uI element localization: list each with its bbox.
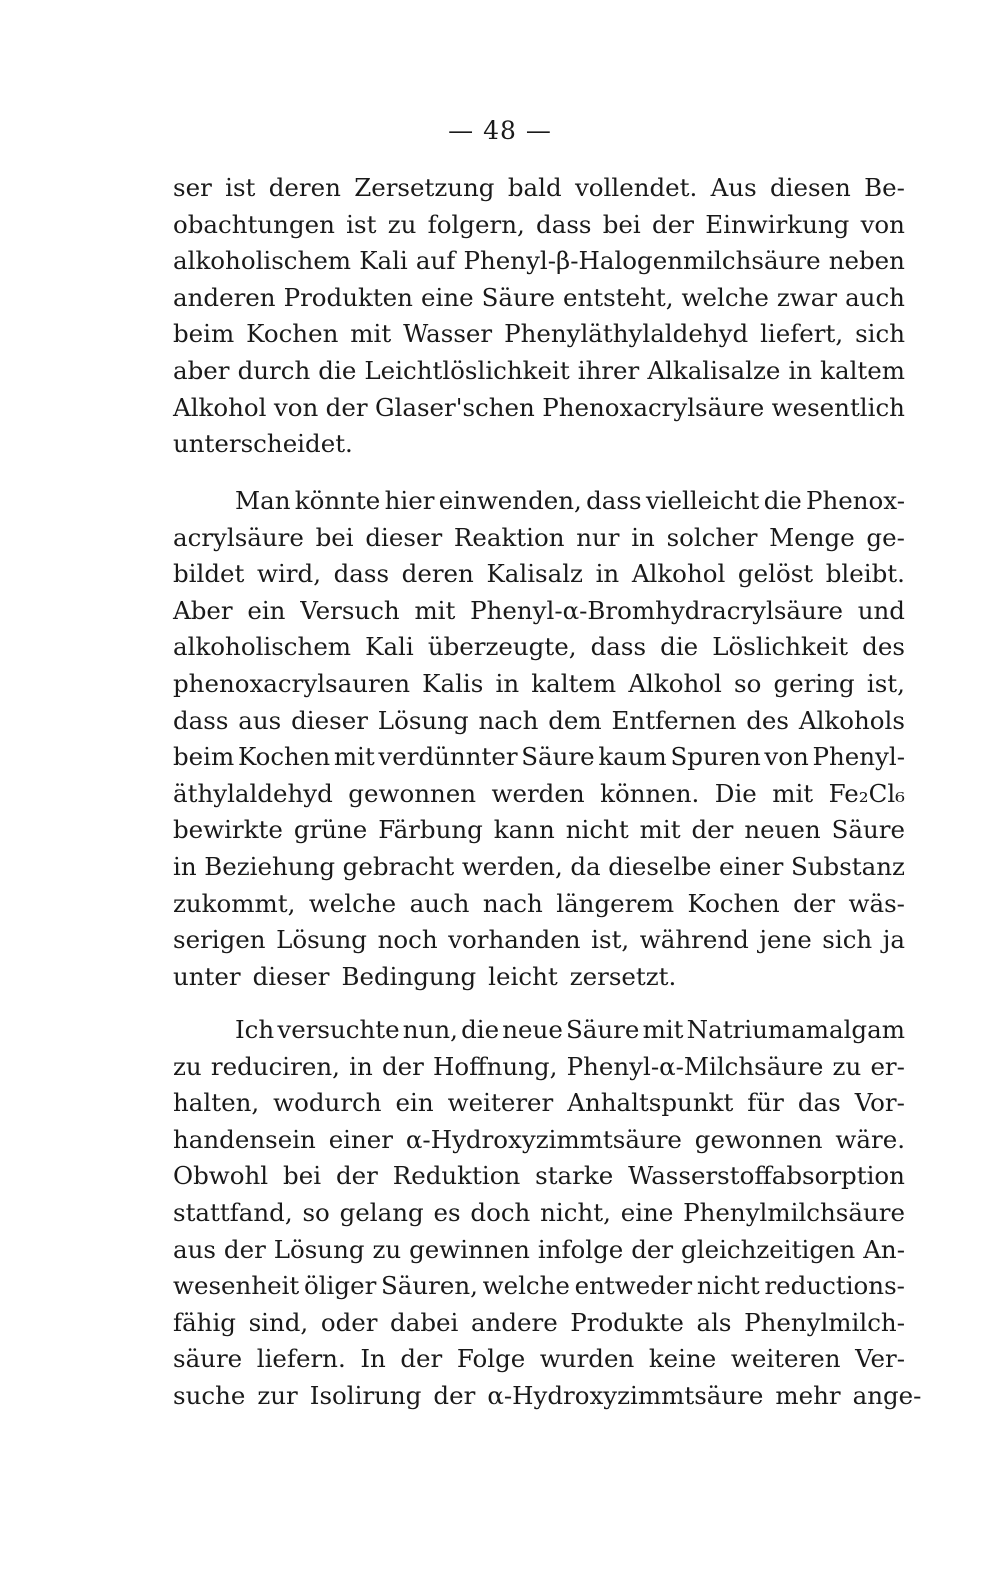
text-line: aus der Lösung zu gewinnen infolge der gleichzeitigen An- bbox=[173, 1234, 905, 1264]
text-line: Alkohol von der Glaser'schen Phenoxacrylsäure wesentlich bbox=[173, 392, 905, 422]
paragraph-2 bbox=[173, 483, 905, 995]
paragraph-3 bbox=[173, 1012, 922, 1415]
text-line: Aber ein Versuch mit Phenyl-α-Bromhydracrylsäure und bbox=[173, 595, 905, 625]
text-line: aber durch die Leichtlöslichkeit ihrer Alkalisalze in kaltem bbox=[173, 355, 905, 385]
text-line: anderen Produkten eine Säure entsteht, welche zwar auch bbox=[173, 282, 905, 312]
text-line: Ich versuchte nun, die neue Säure mit Natriumamalgam bbox=[235, 1015, 905, 1044]
text-line: Man könnte hier einwenden, dass vielleicht die Phenox- bbox=[235, 486, 905, 515]
text-line: serigen Lösung noch vorhanden ist, während jene sich ja bbox=[173, 925, 905, 955]
text-line: wesenheit öliger Säuren, welche entweder nicht reductions- bbox=[173, 1271, 905, 1301]
text-line: fähig sind, oder dabei andere Produkte als Phenylmilch- bbox=[173, 1307, 905, 1337]
text-line: beim Kochen mit Wasser Phenyläthylaldehyd liefert, sich bbox=[173, 319, 905, 349]
text-line: zukommt, welche auch nach längerem Kochen der wäs- bbox=[173, 888, 905, 918]
text-line: zu reduciren, in der Hoffnung, Phenyl-α-Milchsäure zu er- bbox=[173, 1051, 905, 1081]
text-line: suche zur Isolirung der α-Hydroxyzimmtsäure mehr ange- bbox=[173, 1380, 922, 1410]
text-line: stattfand, so gelang es doch nicht, eine Phenylmilchsäure bbox=[173, 1197, 905, 1227]
paragraph-1 bbox=[173, 170, 905, 463]
text-line: dass aus dieser Lösung nach dem Entfernen des Alkohols bbox=[173, 705, 905, 735]
text-line: halten, wodurch ein weiterer Anhaltspunkt für das Vor- bbox=[173, 1088, 905, 1118]
text-line: ser ist deren Zersetzung bald vollendet. Aus diesen Be- bbox=[173, 173, 905, 202]
text-line: handensein einer α-Hydroxyzimmtsäure gewonnen wäre. bbox=[173, 1124, 905, 1154]
text-line: bewirkte grüne Färbung kann nicht mit der neuen Säure bbox=[173, 815, 905, 845]
text-line: obachtungen ist zu folgern, dass bei der Einwirkung von bbox=[173, 209, 905, 239]
text-line: acrylsäure bei dieser Reaktion nur in solcher Menge ge- bbox=[173, 522, 905, 552]
page-number: — 48 — bbox=[448, 116, 552, 145]
text-line: alkoholischem Kali überzeugte, dass die Löslichkeit des bbox=[173, 632, 905, 662]
text-line: phenoxacrylsauren Kalis in kaltem Alkohol so gering ist, bbox=[173, 668, 905, 698]
text-line: unter dieser Bedingung leicht zersetzt. bbox=[173, 961, 677, 991]
text-line: säure liefern. In der Folge wurden keine weiteren Ver- bbox=[173, 1344, 905, 1374]
text-line: bildet wird, dass deren Kalisalz in Alkohol gelöst bleibt. bbox=[173, 559, 905, 589]
text-line: Obwohl bei der Reduktion starke Wasserstoffabsorption bbox=[173, 1161, 905, 1191]
text-line: in Beziehung gebracht werden, da dieselbe einer Substanz bbox=[173, 851, 905, 881]
text-line: äthylaldehyd gewonnen werden können. Die mit Fe₂Cl₆ bbox=[173, 778, 905, 808]
text-line: beim Kochen mit verdünnter Säure kaum Spuren von Phenyl- bbox=[173, 742, 905, 772]
text-line: unterscheidet. bbox=[173, 429, 353, 459]
text-line: alkoholischem Kali auf Phenyl-β-Halogenmilchsäure neben bbox=[173, 246, 905, 276]
